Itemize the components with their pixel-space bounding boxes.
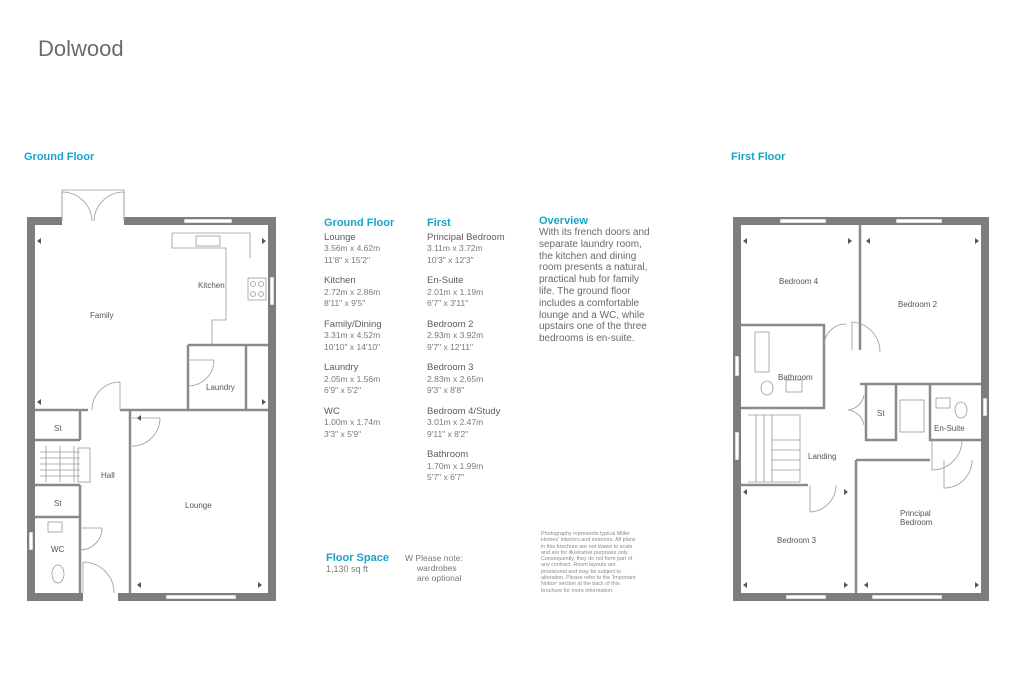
first-dimensions: [427, 218, 527, 493]
overview-text: With its french doors and separate laundry room, the kitchen and dining room presents a natural, practical hub for family life. The ground floor includes a comfortable lounge and a WC, while upstairs one of the three bedrooms is en-suite.: [539, 227, 650, 345]
gf-hob: [248, 278, 266, 300]
gf-wall-south-left: [27, 593, 83, 601]
dim-metric: 2.72m x 2.86m: [324, 286, 381, 297]
gf-label-laundry: Laundry: [206, 383, 235, 392]
first-floor-plan: [733, 217, 989, 601]
ff-window-principal: [872, 595, 942, 599]
ff-window-bed2: [896, 219, 942, 223]
floor-space-value: 1,130 sq ft: [326, 564, 369, 574]
gf-label-kitchen: Kitchen: [198, 281, 225, 290]
ff-shower: [900, 400, 924, 432]
gf-door-lounge: [132, 418, 160, 446]
dim-metric: 2.93m x 3.92m: [427, 330, 484, 340]
dim-imperial: 3'3" x 5'9": [324, 428, 362, 439]
dim-metric: 3.11m x 3.72m: [427, 243, 483, 253]
ff-label-ensuite: En-Suite: [934, 424, 965, 433]
gf-stairs: [40, 446, 80, 482]
gf-wc-toilet: [52, 565, 64, 583]
gf-hob-ring-3: [251, 292, 256, 297]
dim-room-name: Kitchen: [324, 275, 356, 286]
wardrobe-note: [405, 553, 463, 583]
gf-iw-laundry: [188, 345, 268, 410]
overview-heading: Overview: [539, 215, 588, 227]
gf-hob-ring-4: [259, 292, 264, 297]
wardrobe-symbol: W: [405, 553, 414, 563]
wardrobe-note-line3: are optional: [417, 573, 462, 583]
dim-wc: [324, 406, 420, 441]
dim-laundry: [324, 362, 420, 397]
gf-window-kitchen: [184, 219, 232, 223]
dim-imperial: 6'7" x 3'11": [427, 298, 469, 308]
dim-imperial: 8'11" x 9'5": [324, 298, 366, 308]
gf-window-kitchen-side: [270, 277, 274, 305]
dim-metric: 2.01m x 1.19m: [427, 286, 484, 297]
first-dimensions-heading: First: [427, 217, 451, 229]
ff-label-landing: Landing: [808, 452, 837, 461]
ff-label-st: St: [877, 409, 885, 418]
dim-imperial: 10'10" x 14'10": [324, 341, 381, 352]
gf-dimension-markers: [37, 238, 266, 588]
dim-room-name: WC: [324, 405, 340, 417]
ground-floor-heading: Ground Floor: [24, 151, 95, 163]
dim-imperial: 5'7" x 6'7": [427, 472, 465, 482]
dim-imperial: 6'9" x 5'2": [324, 385, 362, 395]
dim-imperial: 10'3" x 12'3": [427, 254, 474, 265]
dim-lounge: [324, 232, 420, 267]
gf-door-family: [92, 382, 120, 410]
ff-label-bedroom3: Bedroom 3: [777, 536, 817, 545]
gf-label-hall: Hall: [101, 471, 115, 480]
dim-metric: 2.05m x 1.56m: [324, 373, 381, 384]
ff-door-bed2: [852, 322, 880, 352]
gf-wall-north-left: [27, 217, 62, 225]
ff-stairs: [748, 415, 800, 482]
dim-metric: 1.70m x 1.99m: [427, 460, 484, 471]
ff-wall-north: [733, 217, 989, 225]
first-floor-heading: First Floor: [731, 151, 786, 163]
ff-door-principal: [944, 460, 972, 488]
ff-label-principal-1: Principal: [900, 509, 931, 518]
gf-label-wc: WC: [51, 545, 65, 554]
gf-window-wc: [29, 532, 33, 550]
gf-french-door-frame: [62, 190, 124, 221]
dim-imperial: 9'7" x 12'11": [427, 341, 473, 352]
gf-wall-east: [268, 217, 276, 601]
ff-window-bath: [735, 356, 739, 376]
dim-room-name: Bedroom 4/Study: [427, 405, 501, 417]
dim-room-name: En-Suite: [427, 275, 464, 286]
ff-bath-toilet: [761, 381, 773, 395]
gf-window-lounge: [166, 595, 236, 599]
ff-wall-west: [733, 217, 741, 601]
ff-door-bathroom: [824, 324, 846, 346]
dim-room-name: Lounge: [324, 231, 356, 243]
dim-metric: 3.01m x 2.47m: [427, 417, 484, 427]
gf-label-st-2: St: [54, 499, 62, 508]
page-title: Dolwood: [38, 36, 124, 61]
dim-ensuite: [427, 275, 527, 310]
gf-hob-ring-1: [251, 282, 256, 287]
wardrobe-note-line1: Please note:: [415, 553, 463, 563]
dim-room-name: Bedroom 2: [427, 318, 474, 330]
ff-window-bed3: [786, 595, 826, 599]
dim-metric: 1.00m x 1.74m: [324, 417, 381, 427]
ff-label-principal-2: Bedroom: [900, 518, 933, 527]
dim-bathroom: [427, 449, 527, 484]
dim-imperial: 9'11" x 8'2": [427, 428, 469, 439]
dim-room-name: Laundry: [324, 362, 359, 373]
gf-door-wc: [80, 528, 102, 550]
gf-label-st-1: St: [54, 424, 62, 433]
dim-imperial: 11'8" x 15'2": [324, 254, 370, 265]
gf-label-lounge: Lounge: [185, 501, 212, 510]
gf-front-door: [83, 562, 114, 593]
dim-room-name: Bathroom: [427, 449, 469, 460]
ff-label-bedroom4: Bedroom 4: [779, 277, 819, 286]
floor-space: [326, 552, 389, 574]
ground-floor-plan: [27, 190, 276, 601]
ff-wall-south: [733, 593, 989, 601]
ff-door-bed3: [810, 485, 836, 512]
gf-label-family: Family: [90, 311, 114, 320]
gf-sink: [196, 236, 220, 246]
ff-label-bedroom2: Bedroom 2: [898, 300, 938, 309]
dim-principal: [427, 232, 527, 267]
dim-family-dining: [324, 319, 420, 354]
wardrobe-note-line2: wardrobes: [417, 563, 457, 573]
dim-metric: 3.56m x 4.62m: [324, 243, 381, 253]
dim-metric: 3.31m x 4.52m: [324, 330, 381, 340]
ff-iw-bathroom: [741, 325, 824, 408]
ff-window-ensuite: [983, 398, 987, 416]
ground-dimensions: [324, 218, 420, 449]
ff-label-bathroom: Bathroom: [778, 373, 813, 382]
dim-bedroom2: [427, 319, 527, 354]
dim-metric: 2.83m x 2.65m: [427, 373, 484, 384]
dim-kitchen: [324, 275, 420, 310]
floor-space-heading: Floor Space: [326, 552, 389, 564]
overview: [539, 215, 651, 345]
dim-bedroom3: [427, 362, 527, 397]
gf-french-doors: [62, 192, 124, 221]
gf-front-door-gap: [83, 593, 118, 601]
gf-stair-newel: [78, 448, 90, 482]
dim-room-name: Bedroom 3: [427, 362, 474, 373]
gf-wc-basin: [48, 522, 62, 532]
ff-window-bed4: [780, 219, 826, 223]
ff-door-st: [848, 395, 864, 425]
dim-room-name: Family/Dining: [324, 318, 382, 330]
dim-imperial: 9'3" x 8'8": [427, 385, 465, 395]
dim-room-name: Principal Bedroom: [427, 231, 505, 243]
ff-bath: [755, 332, 769, 372]
gf-hob-ring-2: [259, 282, 264, 287]
dim-bedroom4: [427, 406, 527, 441]
ff-window-stairs: [735, 432, 739, 460]
ff-door-ensuite: [932, 440, 962, 470]
ff-ensuite-toilet: [955, 402, 967, 418]
ff-ensuite-basin: [936, 398, 950, 408]
disclaimer: Photography represents typical Miller Homes' interiors and exteriors. All plans in this brochure are not drawn to scale and are for illustrative purposes only. Consequently, they do not form part of any contract. Room layouts are provisional and may be subject to alteration. Please refer to the 'Important Notice' section at the back of this brochure for more information.: [541, 531, 636, 594]
ground-dimensions-heading: Ground Floor: [324, 217, 395, 229]
